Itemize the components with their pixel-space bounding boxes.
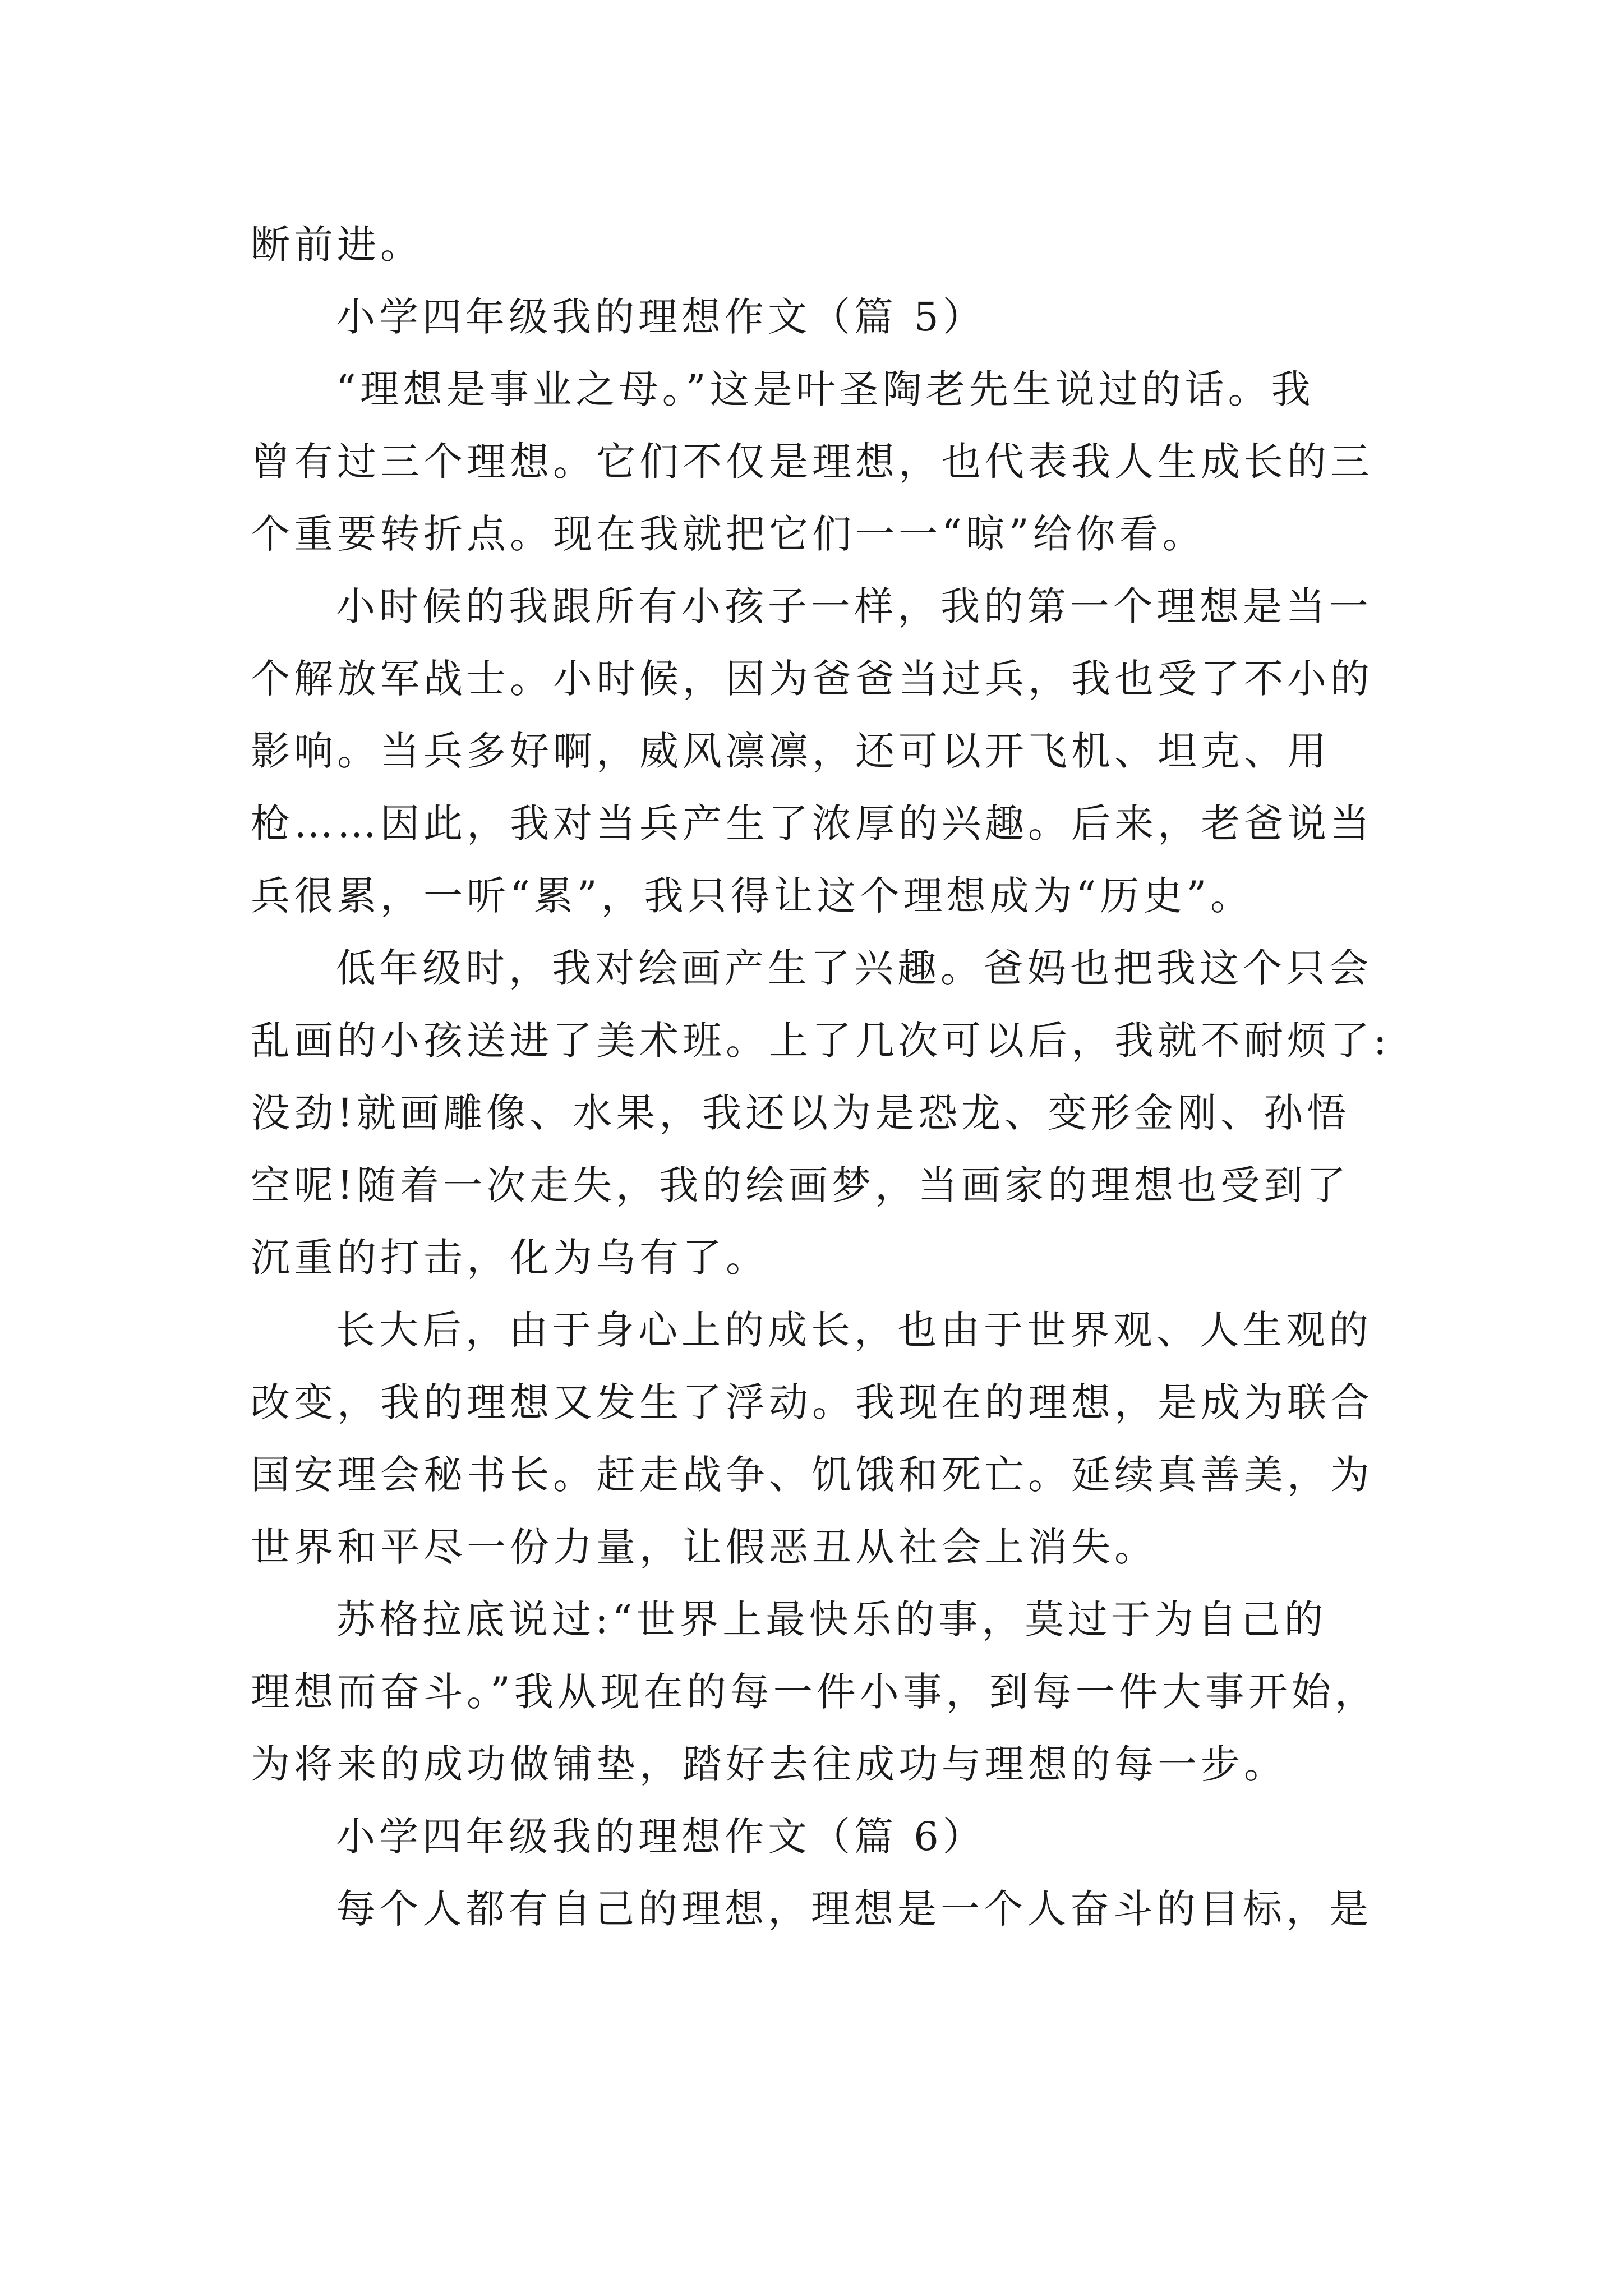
text-line: 每个人都有自己的理想，理想是一个人奋斗的目标，是 (336, 1886, 1372, 1932)
section-heading-6: 小学四年级我的理想作文（篇 6） (336, 1814, 986, 1860)
text-line: 乱画的小孩送进了美术班。上了几次可以后，我就不耐烦了: (251, 1018, 1391, 1064)
text-line: 个重要转折点。现在我就把它们一一“晾”给你看。 (251, 511, 1206, 557)
text-line: 国安理会秘书长。赶走战争、饥饿和死亡。延续真善美，为 (251, 1452, 1373, 1498)
text-line: 为将来的成功做铺垫，踏好去往成功与理想的每一步。 (251, 1741, 1287, 1787)
text-line: 世界和平尽一份力量，让假恶丑从社会上消失。 (251, 1524, 1158, 1570)
text-line: 空呢!随着一次走失，我的绘画梦，当画家的理想也受到了 (251, 1162, 1350, 1208)
text-line: 个解放军战士。小时候，因为爸爸当过兵，我也受了不小的 (251, 656, 1373, 702)
text-line: 兵很累，一听“累”，我只得让这个理想成为“历史”。 (251, 873, 1254, 919)
text-line: 没劲!就画雕像、水果，我还以为是恐龙、变形金刚、孙悟 (251, 1090, 1350, 1136)
section-heading-5: 小学四年级我的理想作文（篇 5） (336, 294, 986, 340)
text-line: 沉重的打击，化为乌有了。 (251, 1235, 769, 1281)
text-line: 苏格拉底说过:“世界上最快乐的事，莫过于为自己的 (336, 1596, 1327, 1642)
text-line: 枪……因此，我对当兵产生了浓厚的兴趣。后来，老爸说当 (251, 800, 1373, 846)
text-line: 曾有过三个理想。它们不仅是理想，也代表我人生成长的三 (251, 439, 1373, 485)
text-line: 低年级时，我对绘画产生了兴趣。爸妈也把我这个只会 (336, 945, 1372, 991)
text-line: 影响。当兵多好啊，威风凛凛，还可以开飞机、坦克、用 (251, 728, 1330, 774)
text-line: 断前进。 (251, 222, 423, 268)
text-line: 小时候的我跟所有小孩子一样，我的第一个理想是当一 (336, 583, 1372, 629)
text-line: 改变，我的理想又发生了浮动。我现在的理想，是成为联合 (251, 1379, 1373, 1425)
essay-text-body (251, 209, 1391, 1945)
text-line: “理想是事业之母。”这是叶圣陶老先生说过的话。我 (336, 366, 1315, 412)
text-line: 理想而奋斗。”我从现在的每一件小事，到每一件大事开始， (251, 1669, 1378, 1715)
text-line: 长大后，由于身心上的成长，也由于世界观、人生观的 (336, 1307, 1372, 1353)
